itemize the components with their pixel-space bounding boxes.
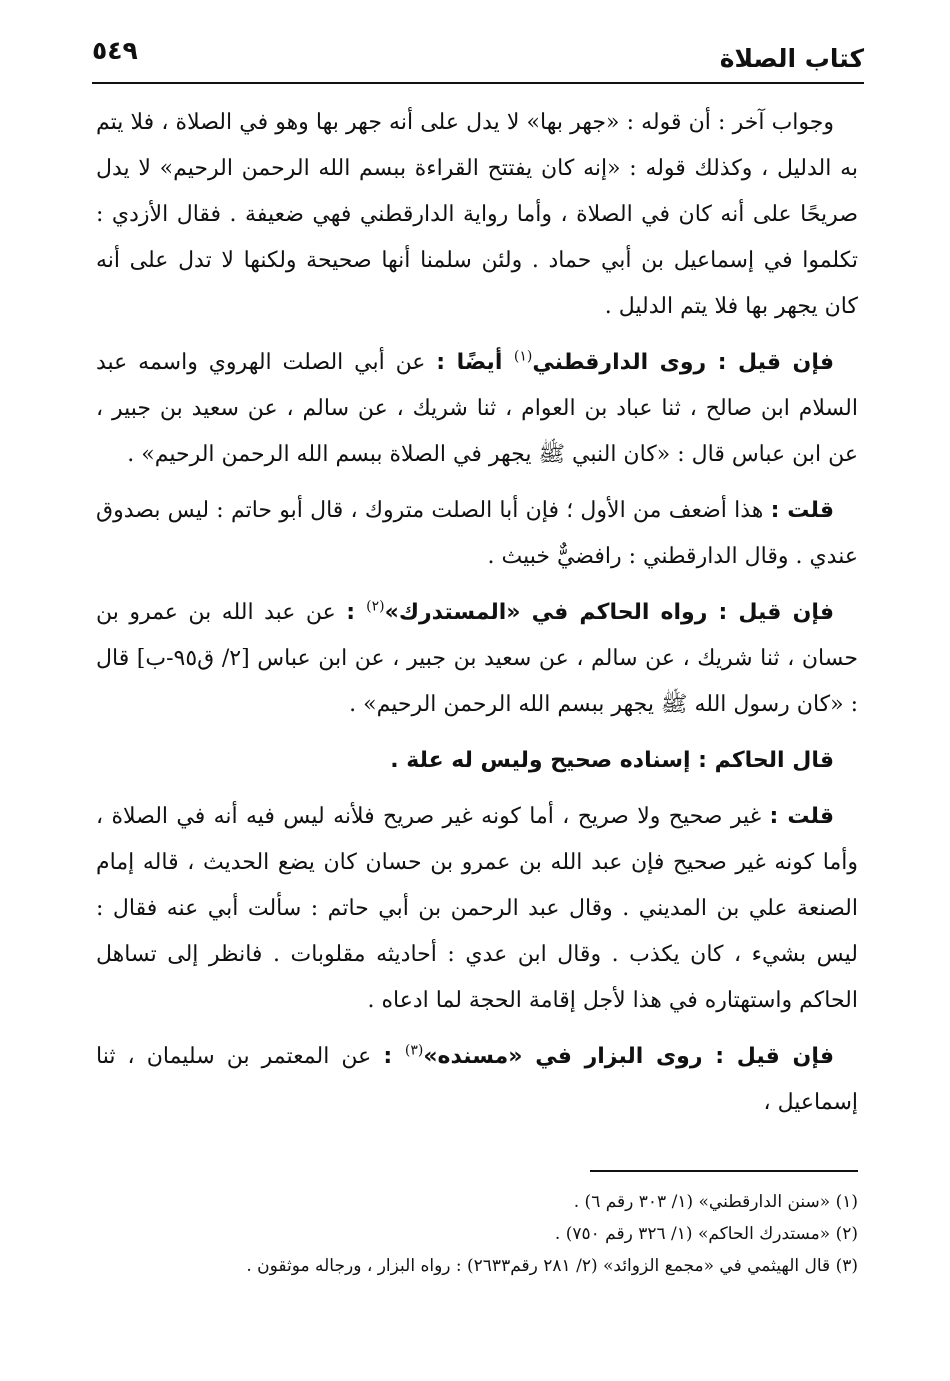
paragraph-lead: فإن قيل : رواه الحاكم في «المستدرك» — [384, 600, 835, 625]
footnote-ref-1: (١) — [513, 348, 533, 365]
footnote-1: (١) «سنن الدارقطني» (١/ ٣٠٣ رقم ٦) . — [573, 1192, 858, 1212]
footnotes — [96, 1186, 858, 1282]
paragraph-text: عن المعتمر بن سليمان ، ثنا إسماعيل ، — [96, 1044, 858, 1115]
paragraph-3 — [96, 488, 858, 580]
paragraph-6 — [96, 794, 858, 1024]
footnote-2: (٢) «مستدرك الحاكم» (١/ ٣٢٦ رقم ٧٥٠) . — [554, 1224, 858, 1244]
paragraph-lead: فإن قيل : روى الدارقطني — [532, 350, 835, 375]
paragraph-lead-2: أيضًا : — [436, 350, 514, 375]
footnote-3: (٣) قال الهيثمي في «مجمع الزوائد» (٢/ ٢٨١ رقم٢٦٣٣) : رواه البزار ، ورجاله موثقون . — [246, 1256, 858, 1276]
paragraph-text: غير صحيح ولا صريح ، أما كونه غير صريح فلأنه ليس فيه أنه في الصلاة ، وأما كونه غير صحيح فإن عبد الله بن عمرو بن حسان كان يضع الحديث ، قاله إمام الصنعة علي بن المديني . وقال عبد الرحمن بن أبي حاتم : سألت أبي عنه فقال : ليس بشيء ، كان يكذب . وقال ابن عدي : أحاديثه مقلوبات . فانظر إلى تساهل الحاكم واستهتاره في هذا لأجل إقامة الحجة لما ادعاه . — [96, 804, 858, 1013]
paragraph-5 — [96, 738, 858, 784]
paragraph-lead: فإن قيل : روى البزار في «مسنده» — [423, 1044, 834, 1069]
footnote-divider — [590, 1170, 858, 1172]
paragraph-lead: قلت : — [770, 498, 834, 523]
paragraph-7 — [96, 1034, 858, 1126]
main-text — [96, 100, 858, 1136]
paragraph-lead: قلت : — [769, 804, 834, 829]
paragraph-text: هذا أضعف من الأول ؛ فإن أبا الصلت متروك ، قال أبو حاتم : ليس بصدوق عندي . وقال الدارقطني : رافضيٌّ خبيث . — [96, 498, 858, 569]
paragraph-lead: قال الحاكم : إسناده صحيح وليس له علة . — [390, 748, 834, 773]
footnote-ref-3: (٣) — [404, 1042, 424, 1059]
paragraph-text: عن أبي الصلت الهروي واسمه عبد السلام ابن صالح ، ثنا عباد بن العوام ، ثنا شريك ، عن سالم ، عن سعيد بن جبير ، عن ابن عباس قال : «كان النبي ﷺ يجهر في الصلاة ببسم الله الرحمن الرحيم» . — [96, 350, 858, 467]
paragraph-text: عن عبد الله بن عمرو بن حسان ، ثنا شريك ، عن سالم ، عن سعيد بن جبير ، عن ابن عباس [٢/ ق٩٥-ب] قال : «كان رسول الله ﷺ يجهر ببسم الله الرحمن الرحيم» . — [96, 600, 858, 717]
paragraph-4 — [96, 590, 858, 728]
paragraph-1 — [96, 100, 858, 330]
paragraph-text: وجواب آخر : أن قوله : «جهر بها» لا يدل على أنه جهر بها وهو في الصلاة ، فلا يتم به الدليل ، وكذلك قوله : «إنه كان يفتتح القراءة ببسم الله الرحمن الرحيم» لا يدل صريحًا على أنه كان في الصلاة ، وأما رواية الدارقطني فهي ضعيفة . فقال الأزدي : تكلموا في إسماعيل بن أبي حماد . ولئن سلمنا أنها صحيحة ولكنها لا تدل على أنه كان يجهر بها فلا يتم الدليل . — [96, 110, 858, 319]
paragraph-lead-2: : — [346, 600, 367, 625]
paragraph-lead-2: : — [383, 1044, 405, 1069]
page-number: ٥٤٩ — [92, 36, 138, 65]
chapter-title: كتاب الصلاة — [719, 44, 864, 73]
footnote-ref-2: (٢) — [366, 598, 385, 615]
page-header — [92, 30, 864, 84]
paragraph-2 — [96, 340, 858, 478]
